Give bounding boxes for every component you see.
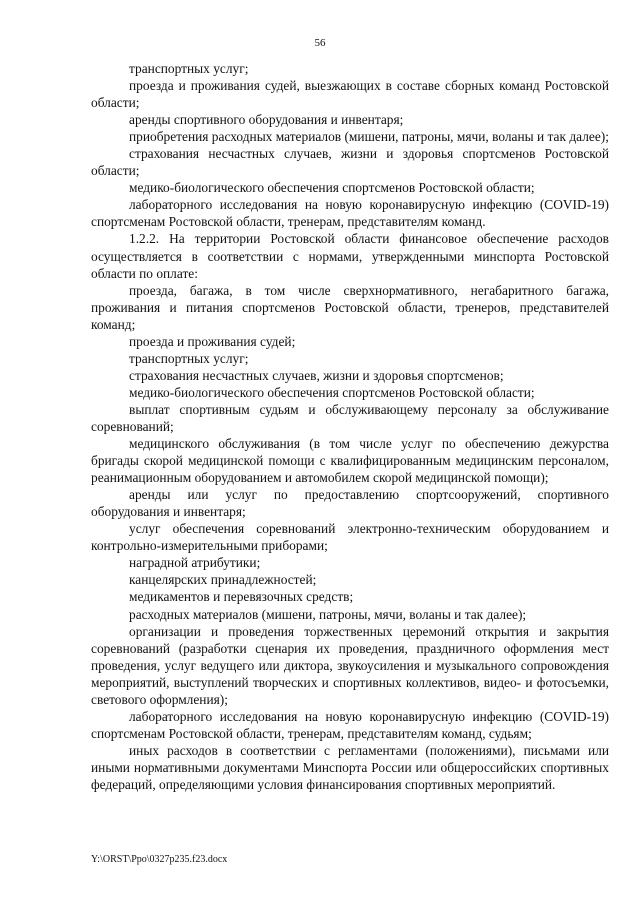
paragraph-judges-travel-teams: проезда и проживания судей, выезжающих в составе сборных команд Ростовской области; [91,78,609,111]
paragraph-stationery: канцелярских принадлежностей; [129,572,317,588]
paragraph-judges-travel: проезда и проживания судей; [129,333,296,349]
paragraph-athlete-insurance: страхования несчастных случаев, жизни и здоровья спортсменов Ростовской области; [91,146,609,179]
paragraph-medical-service: медицинского обслуживания (в том числе услуг по обеспечению дежурства бригады скорой медицинской помощи с квалифицированным медицинским персоналом, реанимационным оборудованием и автомобилем скорой медицинской помощи); [91,436,609,486]
footer-file-path: Y:\ORST\Ppo\0327p235.f23.docx [91,854,228,865]
paragraph-medical-biological-support-2: медико-биологического обеспечения спортсменов Ростовской области; [129,384,535,400]
paragraph-ceremonies: организации и проведения торжественных церемоний открытия и закрытия соревнований (разработки сценария их проведения, праздничного оформления мест проведения, услуг ведущего или диктора, звукоусиления и музыкального сопровождения мероприятий, выступлений творческих и спортивных коллективов, видео- и фотосъемки, светового оформления); [91,623,609,707]
page-number: 56 [314,37,326,49]
paragraph-medical-biological-support: медико-биологического обеспечения спортсменов Ростовской области; [129,180,535,196]
paragraph-athlete-insurance-2: страхования несчастных случаев, жизни и здоровья спортсменов; [129,367,504,383]
paragraph-consumables-purchase: приобретения расходных материалов (мишени, патроны, мячи, воланы и так далее); [129,129,609,145]
paragraph-transport-services-2: транспортных услуг; [129,350,249,366]
paragraph-judge-payments: выплат спортивным судьям и обслуживающему персоналу за обслуживание соревнований; [91,401,609,434]
paragraph-consumables: расходных материалов (мишени, патроны, мячи, воланы и так далее); [129,606,527,622]
document-body [91,60,609,793]
paragraph-covid-testing: лабораторного исследования на новую коронавирусную инфекцию (COVID-19) спортсменам Ростовской области, тренерам, представителям команд. [91,197,609,230]
paragraph-covid-testing-2: лабораторного исследования на новую коронавирусную инфекцию (COVID-19) спортсменам Ростовской области, тренерам, представителям команд, судьям; [91,708,609,741]
paragraph-award-items: наградной атрибутики; [129,555,261,571]
paragraph-medicines: медикаментов и перевязочных средств; [129,589,354,605]
paragraph-travel-baggage-accommodation: проезда, багажа, в том числе сверхнормативного, негабаритного багажа, проживания и питания спортсменов Ростовской области, тренеров, представителей команд; [91,282,609,332]
paragraph-equipment-rent: аренды спортивного оборудования и инвентаря; [129,112,404,128]
paragraph-transport-services: транспортных услуг; [129,61,249,76]
paragraph-facility-rent: аренды или услуг по предоставлению спортсооружений, спортивного оборудования и инвентаря; [91,487,609,520]
paragraph-other-expenses: иных расходов в соответствии с регламентами (положениями), письмами или иными нормативными документами Минспорта России или общероссийских спортивных федераций, определяющими условия финансирования спортивных мероприятий. [91,742,609,792]
paragraph-section-1-2-2: 1.2.2. На территории Ростовской области финансовое обеспечение расходов осуществляется в соответствии с нормами, утвержденными минспорта Ростовской области по оплате: [91,231,609,281]
paragraph-electronic-equipment: услуг обеспечения соревнований электронно-техническим оборудованием и контрольно-измерительными приборами; [91,521,609,554]
